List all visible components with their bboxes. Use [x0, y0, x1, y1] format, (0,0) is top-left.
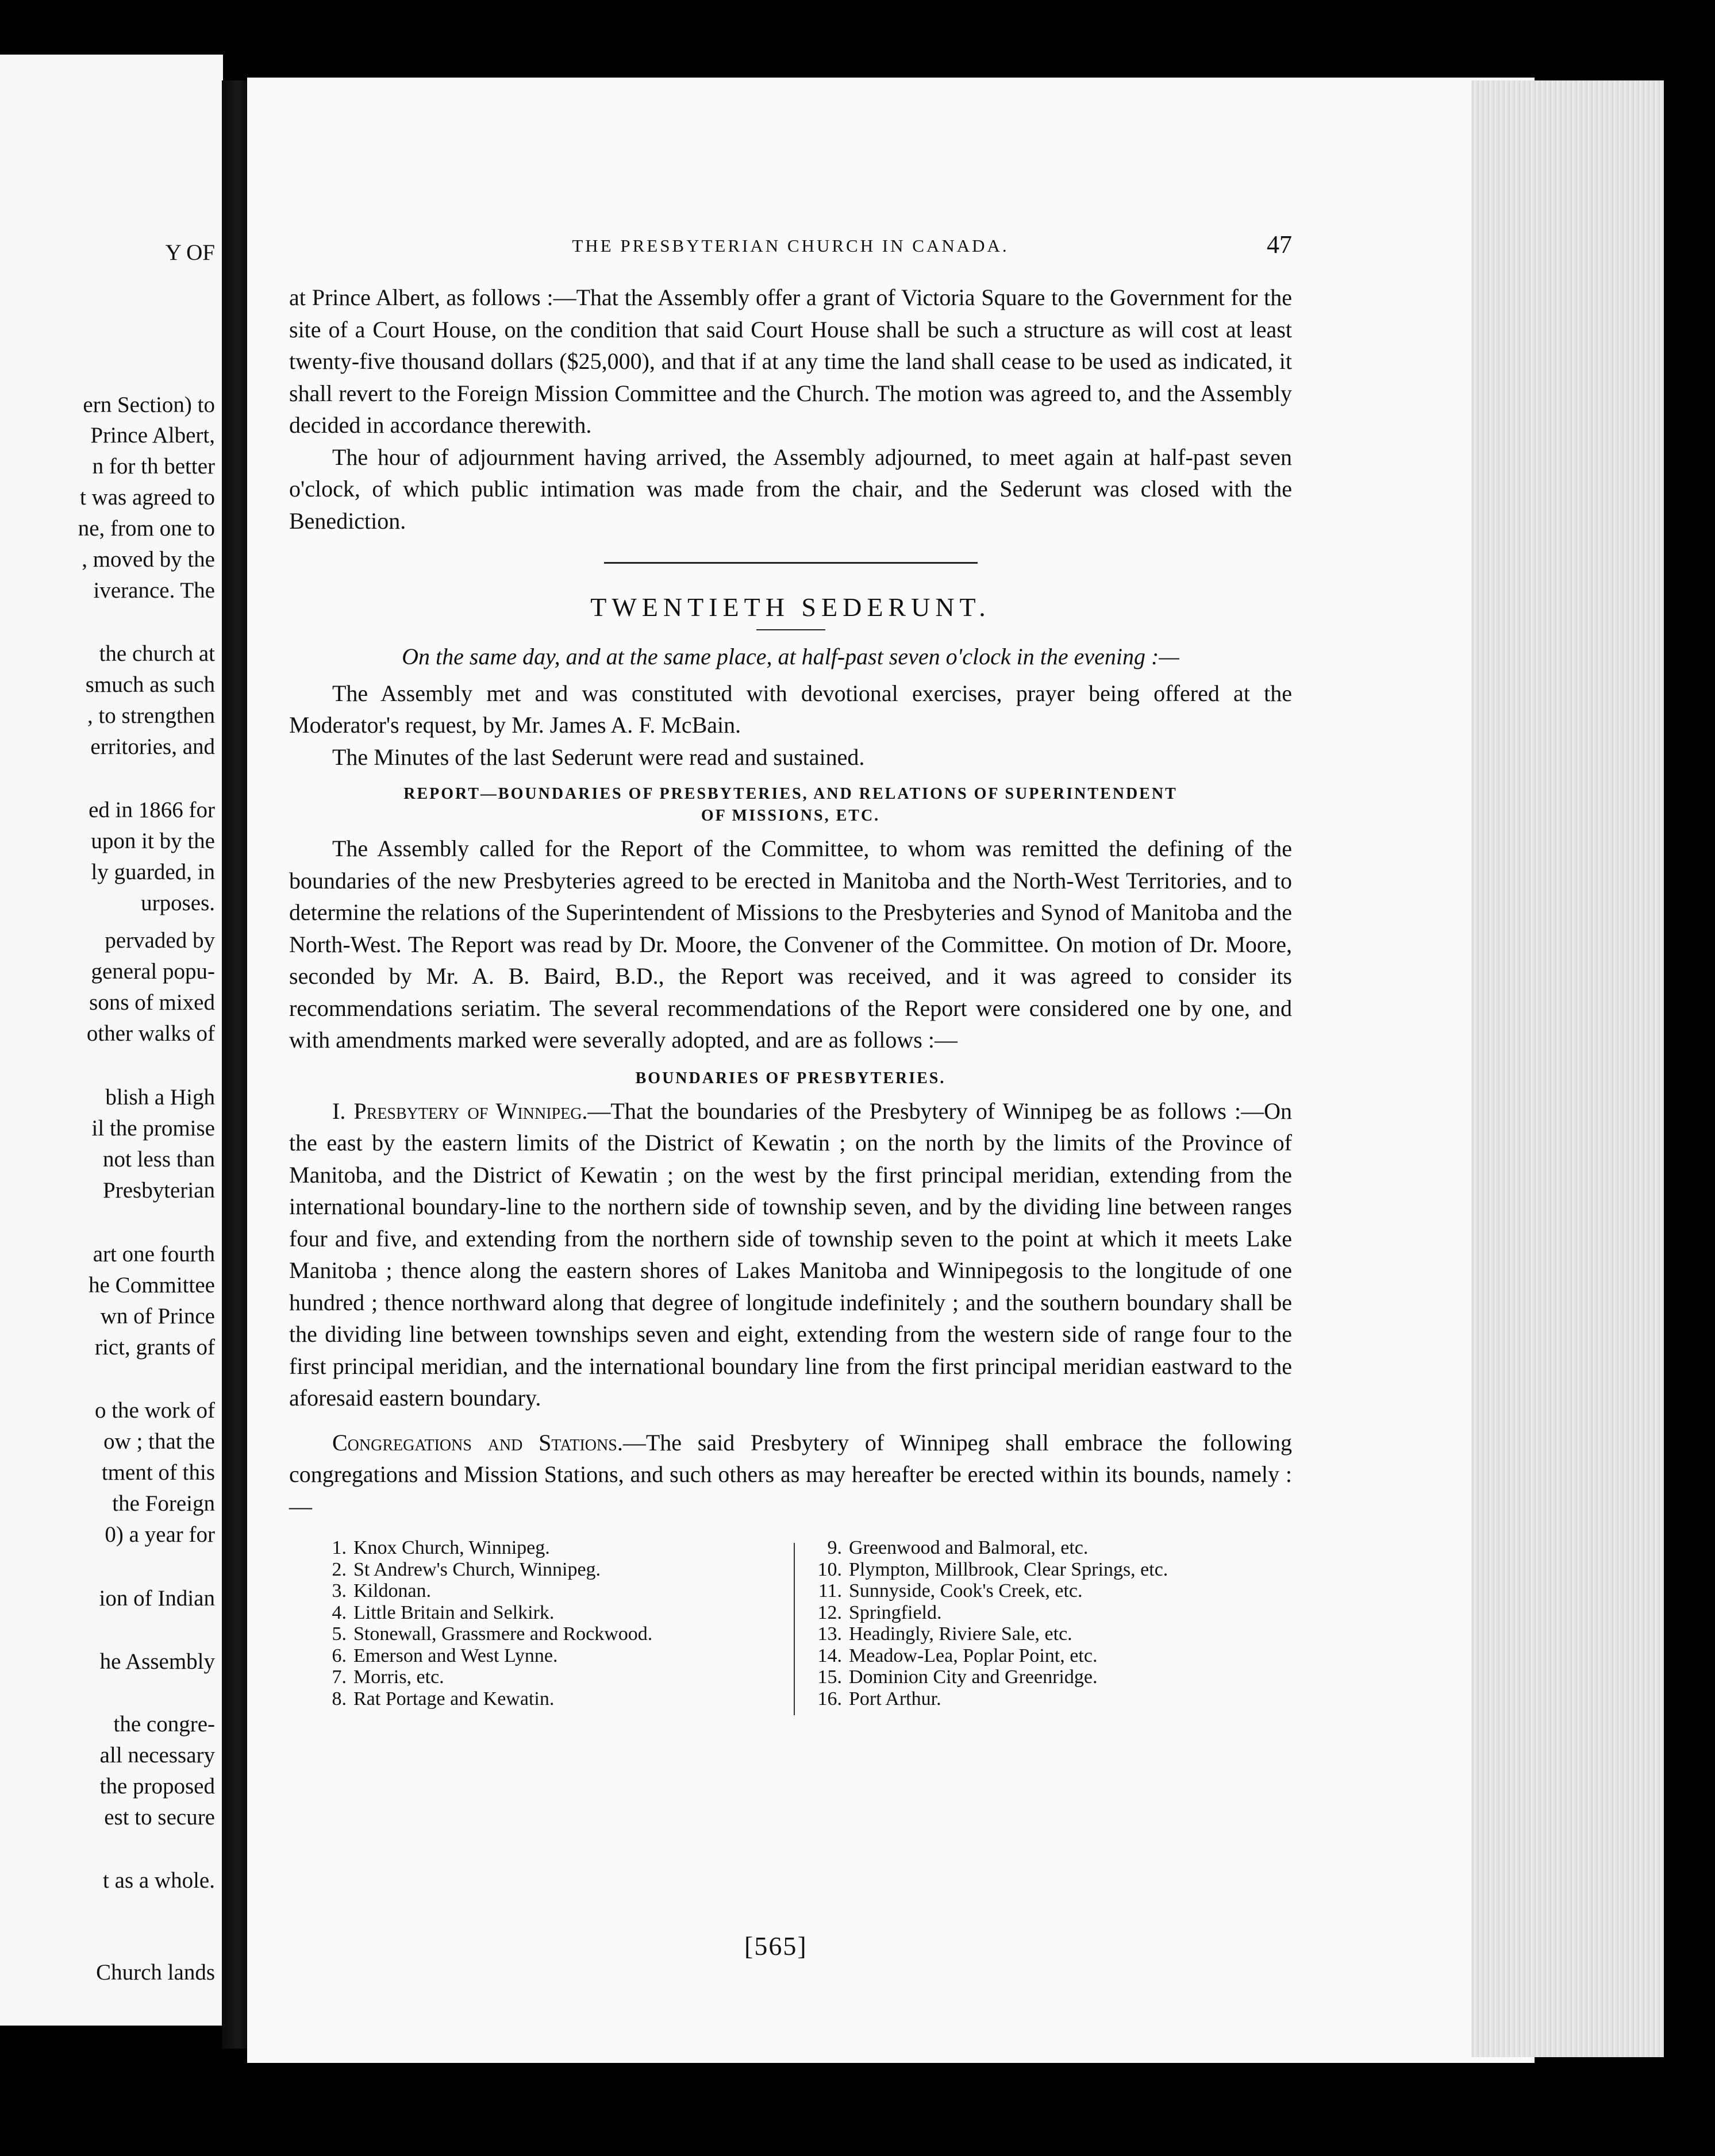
list-item: 10. Plympton, Millbrook, Clear Springs, etc.: [817, 1558, 1168, 1580]
congregations-lead: Congregations and Stations.: [332, 1429, 623, 1456]
sederunt-subtitle: On the same day, and at the same place, at half-past seven o'clock in the evening :—: [402, 644, 1179, 669]
left-line: sons of mixed: [89, 990, 215, 1015]
presbytery-text: —That the boundaries of the Presbytery of Winnipeg be as follows :—On the east by the eastern limits of the District of Kewatin ; on the north by the limits of the Province of Manitoba, and the District of Kewatin ; on the west by the first principal meridian, extending from the international boundary-line to the northern side of township seven, and by the dividing line between ranges four and five, and extending from the northern side of township seven to the point at which it meets Lake Manitoba ; thence along the eastern shores of Lakes Manitoba and Winnipegosis to the longitude of one hundred ; thence northward along that degree of longitude indefinitely ; and the southern boundary shall be the dividing line between townships seven and eight, extending from the western side of range four to the first principal meridian, and the international boundary line from the first principal meridian eastward to the aforesaid eastern boundary.: [289, 1098, 1292, 1411]
left-line: tment of this: [101, 1460, 215, 1485]
left-line: Church lands: [96, 1960, 215, 1985]
page-edge-shadow: [1664, 80, 1715, 2057]
left-line: the church at: [99, 641, 215, 666]
left-line: ly guarded, in: [91, 860, 215, 884]
page-body: [289, 282, 1293, 1710]
list-item: 5. Stonewall, Grassmere and Rockwood.: [332, 1623, 653, 1645]
left-line: wn of Prince: [100, 1304, 215, 1329]
paragraph: The Assembly met and was constituted with devotional exercises, prayer being offered at the Moderator's request, by Mr. James A. F. McBain.: [289, 680, 1292, 738]
page-number: 47: [1267, 230, 1292, 259]
list-item: 2. St Andrew's Church, Winnipeg.: [332, 1558, 601, 1580]
left-line: t was agreed to: [80, 485, 215, 510]
left-line: the proposed: [99, 1774, 215, 1799]
list-item: 14. Meadow-Lea, Poplar Point, etc.: [817, 1645, 1098, 1666]
left-line: ion of Indian: [99, 1586, 215, 1611]
left-line: urposes.: [141, 891, 215, 915]
running-head: [289, 230, 1292, 261]
left-page-fragment: [0, 55, 223, 2026]
report-paragraph: The Assembly called for the Report of the Committee, to whom was remitted the defining of the boundaries of the new Presbyteries agreed to be erected in Manitoba and the North-West Territories, and to determine the relations of the Superintendent of Missions to the Presbyteries and Synod of Manitoba and the North-West. The Report was read by Dr. Moore, the Convener of the Committee. On motion of Dr. Moore, seconded by Mr. A. B. Baird, B.D., the Report was received, and it was agreed to consider its recommendations seriatim. The several recommendations of the Report were considered one by one, and with amendments marked were severally adopted, and are as follows :—: [289, 836, 1292, 1053]
left-line: ed in 1866 for: [89, 798, 215, 822]
list-item: 8. Rat Portage and Kewatin.: [332, 1688, 555, 1710]
left-line: he Assembly: [99, 1649, 215, 1674]
book-gutter: [222, 80, 249, 2049]
left-line: erritories, and: [90, 734, 215, 759]
left-line: ern Section) to: [83, 392, 215, 417]
column-divider: [794, 1543, 795, 1715]
paragraph: at Prince Albert, as follows :—That the Assembly offer a grant of Victoria Square to the Government for the site of a Court House, on the condition that said Court House shall be such a structure as will cost at least twenty-five thousand dollars ($25,000), and that if at any time the land shall cease to be used as indicated, it shall revert to the Foreign Mission Committee and the Church. The motion was agreed to, and the Assembly decided in accordance therewith.: [289, 284, 1292, 438]
left-line: o the work of: [94, 1398, 215, 1423]
left-line: other walks of: [86, 1021, 215, 1046]
left-line: ow ; that the: [103, 1429, 215, 1454]
list-item: 15. Dominion City and Greenridge.: [817, 1666, 1098, 1688]
left-line: , to strengthen: [87, 703, 215, 728]
left-line: he Committee: [89, 1273, 215, 1298]
sederunt-title: TWENTIETH SEDERUNT.: [590, 592, 991, 622]
left-line: rict, grants of: [94, 1335, 215, 1360]
report-heading-line: OF MISSIONS, ETC.: [701, 807, 880, 825]
left-line: the congre-: [113, 1712, 215, 1737]
list-item: 11. Sunnyside, Cook's Creek, etc.: [818, 1580, 1083, 1601]
list-item: 6. Emerson and West Lynne.: [332, 1645, 558, 1666]
congregation-column-right: [806, 1537, 1295, 1710]
left-line: smuch as such: [85, 672, 215, 697]
section-rule: [604, 562, 978, 564]
left-line: Prince Albert,: [90, 423, 215, 448]
left-line: art one fourth: [93, 1242, 215, 1266]
list-item: 7. Morris, etc.: [332, 1666, 444, 1688]
left-line: 0) a year for: [105, 1522, 215, 1547]
left-line: not less than: [103, 1147, 215, 1172]
left-line: upon it by the: [91, 829, 215, 853]
report-heading-line: REPORT—BOUNDARIES OF PRESBYTERIES, AND RELATIONS OF SUPERINTENDENT: [403, 785, 1178, 803]
left-line: the Foreign: [112, 1491, 215, 1516]
left-line: Presbyterian: [103, 1178, 215, 1203]
report-heading: [289, 783, 1292, 827]
left-line: est to secure: [104, 1805, 215, 1830]
list-item: 1. Knox Church, Winnipeg.: [332, 1537, 550, 1558]
left-line: all necessary: [99, 1743, 215, 1768]
list-item: 13. Headingly, Riviere Sale, etc.: [817, 1623, 1072, 1645]
presbytery-lead: I. Presbytery of Winnipeg.: [332, 1098, 588, 1124]
left-line: iverance. The: [93, 578, 215, 603]
congregations-text: —The said Presbytery of Winnipeg shall embrace the following congregations and Mission Stations, and such others as may hereafter be erected within its bounds, namely :—: [289, 1429, 1293, 1519]
list-item: 16. Port Arthur.: [817, 1688, 941, 1710]
presbytery-paragraph: [289, 1095, 1292, 1414]
boundaries-heading: BOUNDARIES OF PRESBYTERIES.: [635, 1069, 946, 1087]
left-line: general popu-: [91, 959, 215, 984]
paragraph: The Minutes of the last Sederunt were read and sustained.: [332, 744, 865, 770]
left-line: blish a High: [105, 1085, 215, 1110]
left-line: , moved by the: [82, 547, 215, 572]
left-line: il the promise: [91, 1116, 215, 1141]
page-edge: [1471, 80, 1667, 2057]
list-item: 4. Little Britain and Selkirk.: [332, 1601, 555, 1623]
left-line: t as a whole.: [103, 1868, 215, 1893]
left-line: Y OF: [165, 240, 215, 265]
left-line: n for th better: [92, 454, 215, 479]
left-line: ne, from one to: [78, 516, 215, 541]
left-line: pervaded by: [105, 928, 215, 953]
running-title: THE PRESBYTERIAN CHURCH IN CANADA.: [572, 236, 1009, 256]
list-item: 12. Springfield.: [817, 1601, 942, 1623]
congregation-column-left: [318, 1537, 755, 1710]
signature-mark: [565]: [744, 1931, 807, 1961]
list-item: 3. Kildonan.: [332, 1580, 432, 1601]
congregations-paragraph: [289, 1427, 1292, 1523]
short-rule: [756, 629, 825, 630]
paragraph: The hour of adjournment having arrived, the Assembly adjourned, to meet again at half-past seven o'clock, of which public intimation was made from the chair, and the Sederunt was closed with the Benediction.: [289, 444, 1292, 534]
list-item: 9. Greenwood and Balmoral, etc.: [827, 1537, 1089, 1558]
